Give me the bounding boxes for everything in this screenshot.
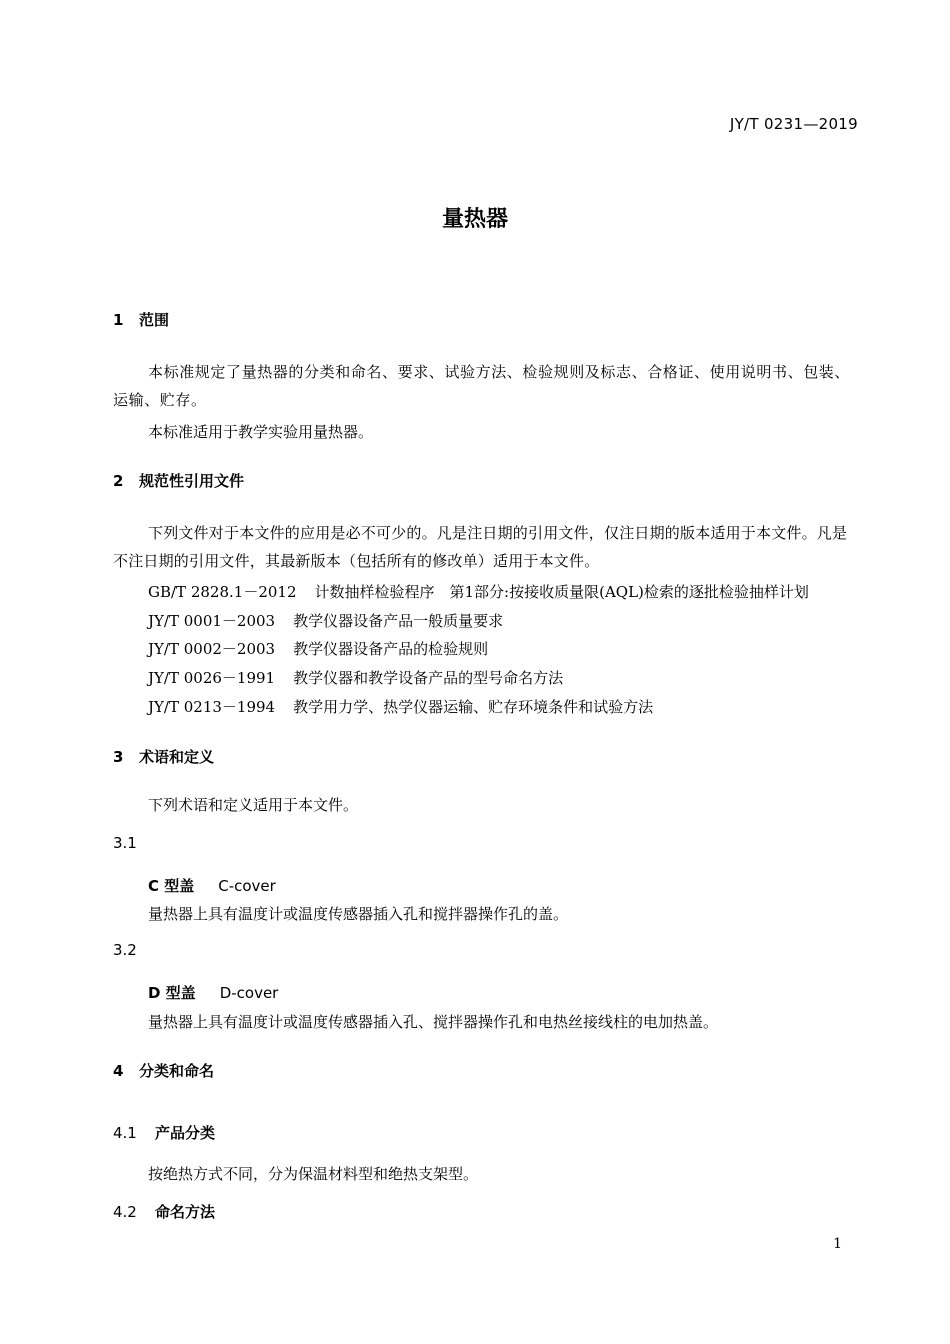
document-title: 量热器 xyxy=(441,207,508,232)
subsection-title: 命名方法 xyxy=(155,1203,216,1221)
section-3-heading xyxy=(113,746,214,767)
term-number: 3.1 xyxy=(113,834,137,852)
section-title: 术语和定义 xyxy=(139,748,215,766)
term-chinese: D 型盖 xyxy=(148,984,196,1002)
term-definition: 量热器上具有温度计或温度传感器插入孔和搅拌器操作孔的盖。 xyxy=(148,905,569,923)
section-3-intro: 下列术语和定义适用于本文件。 xyxy=(148,796,359,814)
standard-number: JY/T 0231—2019 xyxy=(729,115,858,133)
term-title xyxy=(148,982,278,1003)
reference-item xyxy=(148,581,809,602)
reference-code: GB/T 2828.1－2012 xyxy=(148,583,297,601)
section-title: 分类和命名 xyxy=(139,1062,215,1080)
subsection-4-1-paragraph: 按绝热方式不同，分为保温材料型和绝热支架型。 xyxy=(148,1165,479,1183)
section-1-paragraph-1: 本标准规定了量热器的分类和命名、要求、试验方法、检验规则及标志、合格证、使用说明书、包装、运输、贮存。 xyxy=(113,363,851,409)
subsection-number: 4.2 xyxy=(113,1203,137,1221)
section-2-heading xyxy=(113,470,244,491)
section-number: 3 xyxy=(113,748,124,766)
reference-item xyxy=(148,696,653,717)
section-1-heading xyxy=(113,309,169,330)
reference-title: 计数抽样检验程序 第1部分:按接收质量限(AQL)检索的逐批检验抽样计划 xyxy=(314,583,809,601)
reference-item xyxy=(148,667,563,688)
term-title xyxy=(148,875,276,896)
reference-item xyxy=(148,610,503,631)
term-english: C-cover xyxy=(218,877,276,895)
reference-code: JY/T 0026－1991 xyxy=(148,669,276,687)
subsection-title: 产品分类 xyxy=(155,1124,216,1142)
section-4-heading xyxy=(113,1060,214,1081)
term-definition: 量热器上具有温度计或温度传感器插入孔、搅拌器操作孔和电热丝接线柱的电加热盖。 xyxy=(148,1013,719,1031)
reference-title: 教学仪器设备产品一般质量要求 xyxy=(293,612,504,630)
section-1-paragraph-2: 本标准适用于教学实验用量热器。 xyxy=(148,423,374,441)
term-number: 3.2 xyxy=(113,941,137,959)
section-2-intro: 下列文件对于本文件的应用是必不可少的。凡是注日期的引用文件，仅注日期的版本适用于本文件。凡是不注日期的引用文件，其最新版本（包括所有的修改单）适用于本文件。 xyxy=(113,524,848,570)
section-number: 1 xyxy=(113,311,124,329)
term-english: D-cover xyxy=(219,984,279,1002)
reference-title: 教学仪器和教学设备产品的型号命名方法 xyxy=(293,669,564,687)
reference-code: JY/T 0213－1994 xyxy=(148,698,276,716)
subsection-number: 4.1 xyxy=(113,1124,137,1142)
reference-title: 教学仪器设备产品的检验规则 xyxy=(293,640,489,658)
page-number: 1 xyxy=(833,1236,842,1252)
reference-item xyxy=(148,638,488,659)
reference-title: 教学用力学、热学仪器运输、贮存环境条件和试验方法 xyxy=(293,698,654,716)
term-chinese: C 型盖 xyxy=(148,877,195,895)
reference-code: JY/T 0001－2003 xyxy=(148,612,276,630)
section-number: 4 xyxy=(113,1062,124,1080)
section-number: 2 xyxy=(113,472,124,490)
subsection-4-2-heading xyxy=(113,1201,215,1222)
section-title: 规范性引用文件 xyxy=(139,472,245,490)
subsection-4-1-heading xyxy=(113,1122,215,1143)
reference-code: JY/T 0002－2003 xyxy=(148,640,276,658)
section-title: 范围 xyxy=(139,311,170,329)
